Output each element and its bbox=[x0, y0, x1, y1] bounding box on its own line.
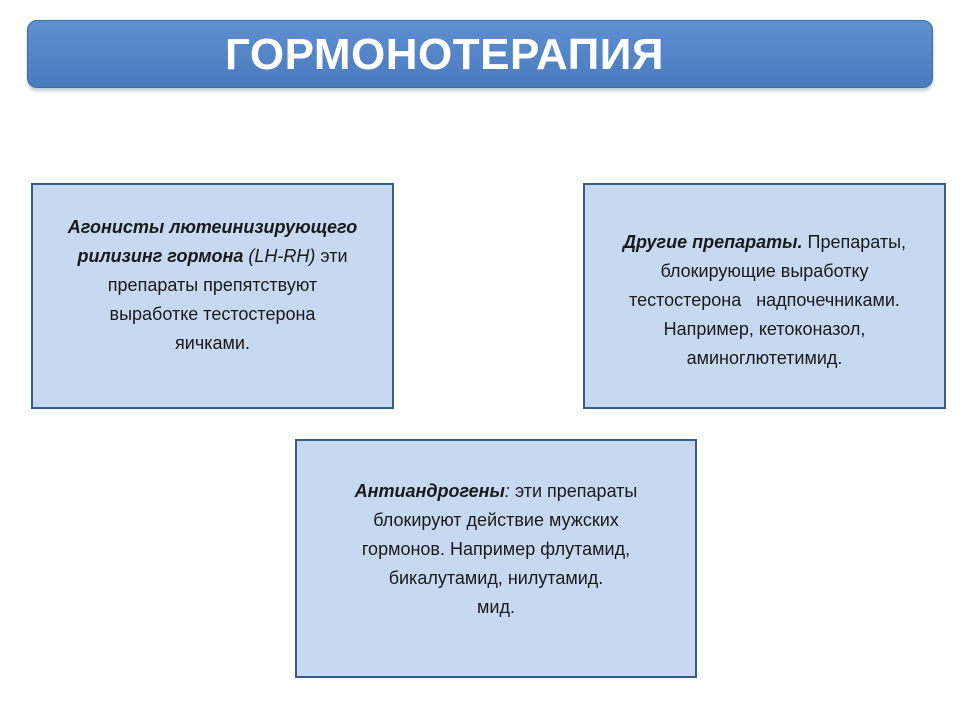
lhrh-heading-bold: рилизинг гормона bbox=[77, 246, 244, 266]
other-line1-rest: Препараты, bbox=[802, 232, 907, 252]
lhrh-line5: яичками. bbox=[175, 333, 250, 353]
other-line2: блокирующие выработку bbox=[660, 261, 869, 281]
lhrh-agonists-text bbox=[33, 213, 392, 358]
anti-line1-rest: эти препараты bbox=[509, 481, 638, 501]
anti-line2: блокируют действие мужских bbox=[373, 510, 619, 530]
lhrh-heading-line2 bbox=[43, 242, 382, 271]
slide-title: ГОРМОНОТЕРАПИЯ bbox=[225, 30, 665, 79]
lhrh-agonists-box bbox=[31, 183, 394, 409]
other-line3: тестостерона надпочечниками. bbox=[629, 290, 900, 310]
other-line4: Например, кетоконазол, bbox=[663, 319, 866, 339]
lhrh-line3: препараты препятствуют bbox=[107, 275, 318, 295]
anti-line5: мид. bbox=[477, 597, 515, 617]
other-line1 bbox=[593, 228, 936, 257]
other-heading: Другие препараты. bbox=[622, 232, 803, 252]
antiandrogens-text bbox=[297, 477, 695, 622]
antiandrogens-box bbox=[295, 439, 697, 678]
anti-heading: Антиандрогены bbox=[354, 481, 505, 501]
other-drugs-box bbox=[583, 183, 946, 409]
anti-line1 bbox=[307, 477, 685, 506]
lhrh-heading-line1: Агонисты лютеинизирующего bbox=[67, 217, 358, 237]
lhrh-abbrev: (LH-RH) bbox=[243, 246, 316, 266]
anti-line3: гормонов. Например флутамид, bbox=[361, 539, 631, 559]
anti-line4: бикалутамид, нилутамид. bbox=[388, 568, 604, 588]
other-line5: аминоглютетимид. bbox=[686, 348, 843, 368]
lhrh-line4: выработке тестостерона bbox=[109, 304, 316, 324]
anti-colon: : bbox=[504, 481, 510, 501]
lhrh-heading-rest: эти bbox=[315, 246, 348, 266]
other-drugs-text bbox=[585, 228, 944, 373]
